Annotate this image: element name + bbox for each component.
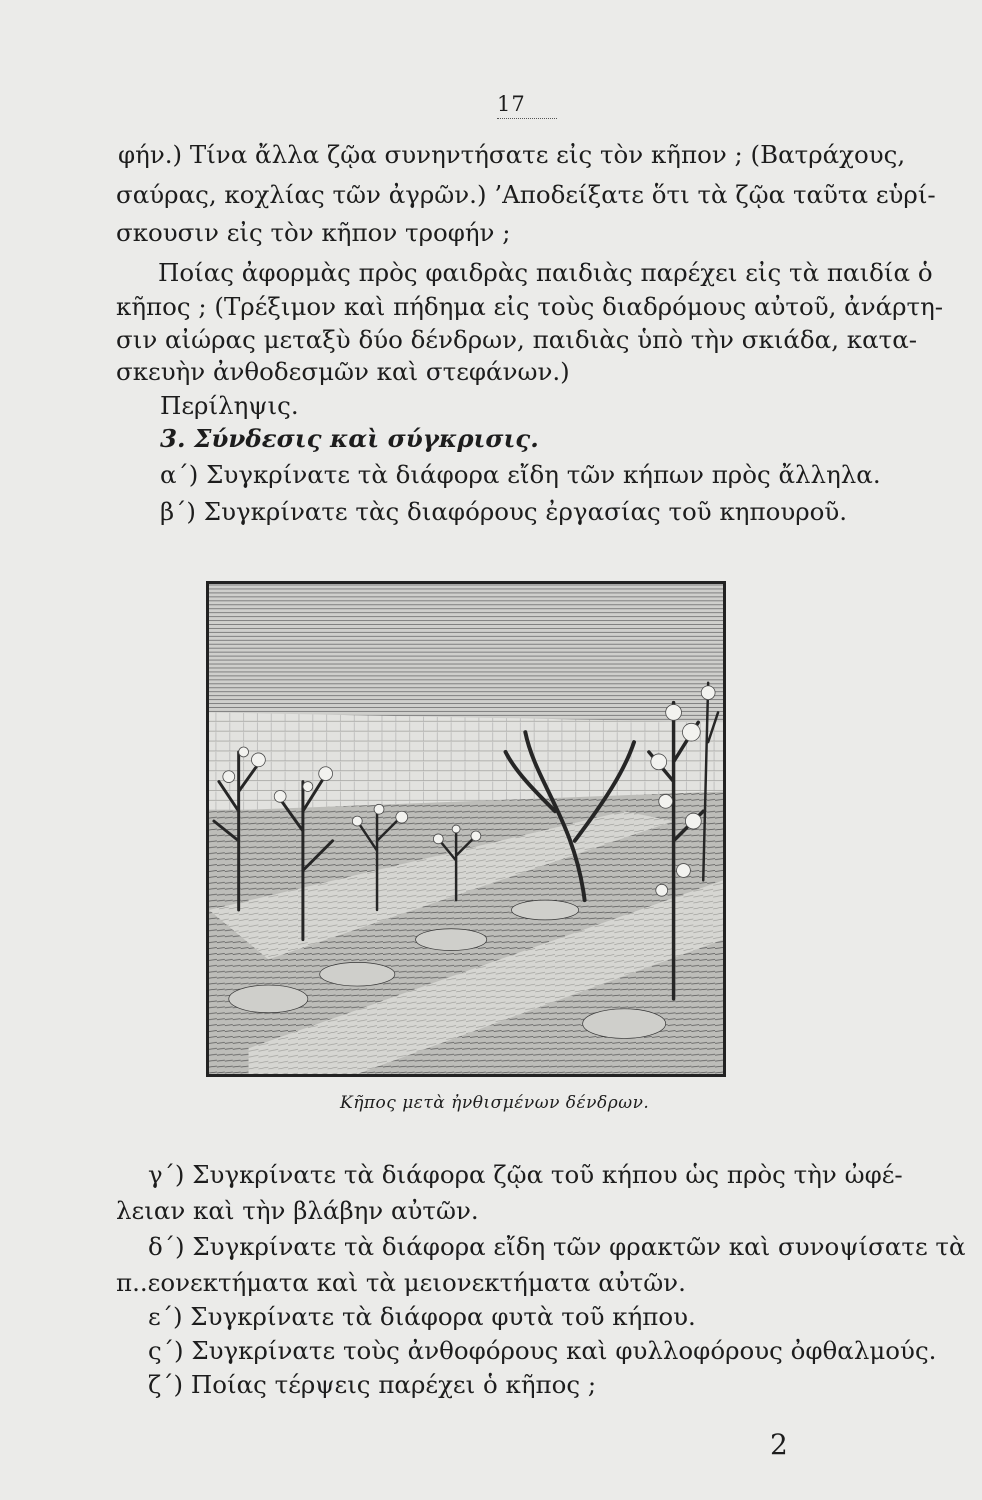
list-item: β΄) Συγκρίνατε τὰς διαφόρους ἐργασίας τοῦ κηπουροῦ. — [160, 497, 848, 526]
text-line: κῆπος ; (Τρέξιμον καὶ πήδημα εἰς τοὺς διαδρόμους αὐτοῦ, ἀνάρτη- — [116, 292, 944, 321]
page-number: 17 — [497, 92, 557, 119]
summary-label: Περίληψις. — [160, 391, 299, 420]
text-line: π..εονεκτήματα καὶ τὰ μειονεκτήματα αὐτῶν. — [116, 1268, 686, 1297]
list-item: ς΄) Συγκρίνατε τοὺς ἀνθοφόρους καὶ φυλλοφόρους ὀφθαλμούς. — [148, 1336, 937, 1365]
list-item: ε΄) Συγκρίνατε τὰ διάφορα φυτὰ τοῦ κήπου. — [148, 1302, 696, 1331]
garden-illustration — [206, 581, 726, 1077]
list-item: ζ΄) Ποίας τέρψεις παρέχει ὁ κῆπος ; — [148, 1370, 597, 1399]
text-line: σαύρας, κοχλίας τῶν ἀγρῶν.) ’Αποδείξατε ὅτι τὰ ζῷα ταῦτα εὑρί- — [116, 180, 936, 209]
text-line: Ποίας ἀφορμὰς πρὸς φαιδρὰς παιδιὰς παρέχει εἰς τὰ παιδία ὁ — [158, 258, 933, 287]
list-item: δ΄) Συγκρίνατε τὰ διάφορα εἴδη τῶν φρακτῶν καὶ συνοψίσατε τὰ — [148, 1232, 966, 1261]
text-line: σκουσιν εἰς τὸν κῆπον τροφήν ; — [116, 218, 511, 247]
text-line: φήν.) Τίνα ἄλλα ζῷα συνηντήσατε εἰς τὸν κῆπον ; (Βατράχους, — [118, 140, 906, 169]
section-heading: 3. Σύνδεσις καὶ σύγκρισις. — [160, 424, 539, 453]
list-item: γ΄) Συγκρίνατε τὰ διάφορα ζῷα τοῦ κήπου ὡς πρὸς τὴν ὠφέ- — [148, 1160, 903, 1189]
text-line: σιν αἰώρας μεταξὺ δύο δένδρων, παιδιὰς ὑπὸ τὴν σκιάδα, κατα- — [116, 325, 918, 354]
sheet-number: 2 — [770, 1428, 788, 1461]
text-line: σκευὴν ἀνθοδεσμῶν καὶ στεφάνων.) — [116, 357, 570, 386]
figure-caption: Κῆπος μετὰ ἠνθισμένων δένδρων. — [340, 1093, 650, 1113]
text-line: λειαν καὶ τὴν βλάβην αὐτῶν. — [116, 1196, 479, 1225]
list-item: α΄) Συγκρίνατε τὰ διάφορα εἴδη τῶν κήπων πρὸς ἄλληλα. — [160, 460, 881, 489]
